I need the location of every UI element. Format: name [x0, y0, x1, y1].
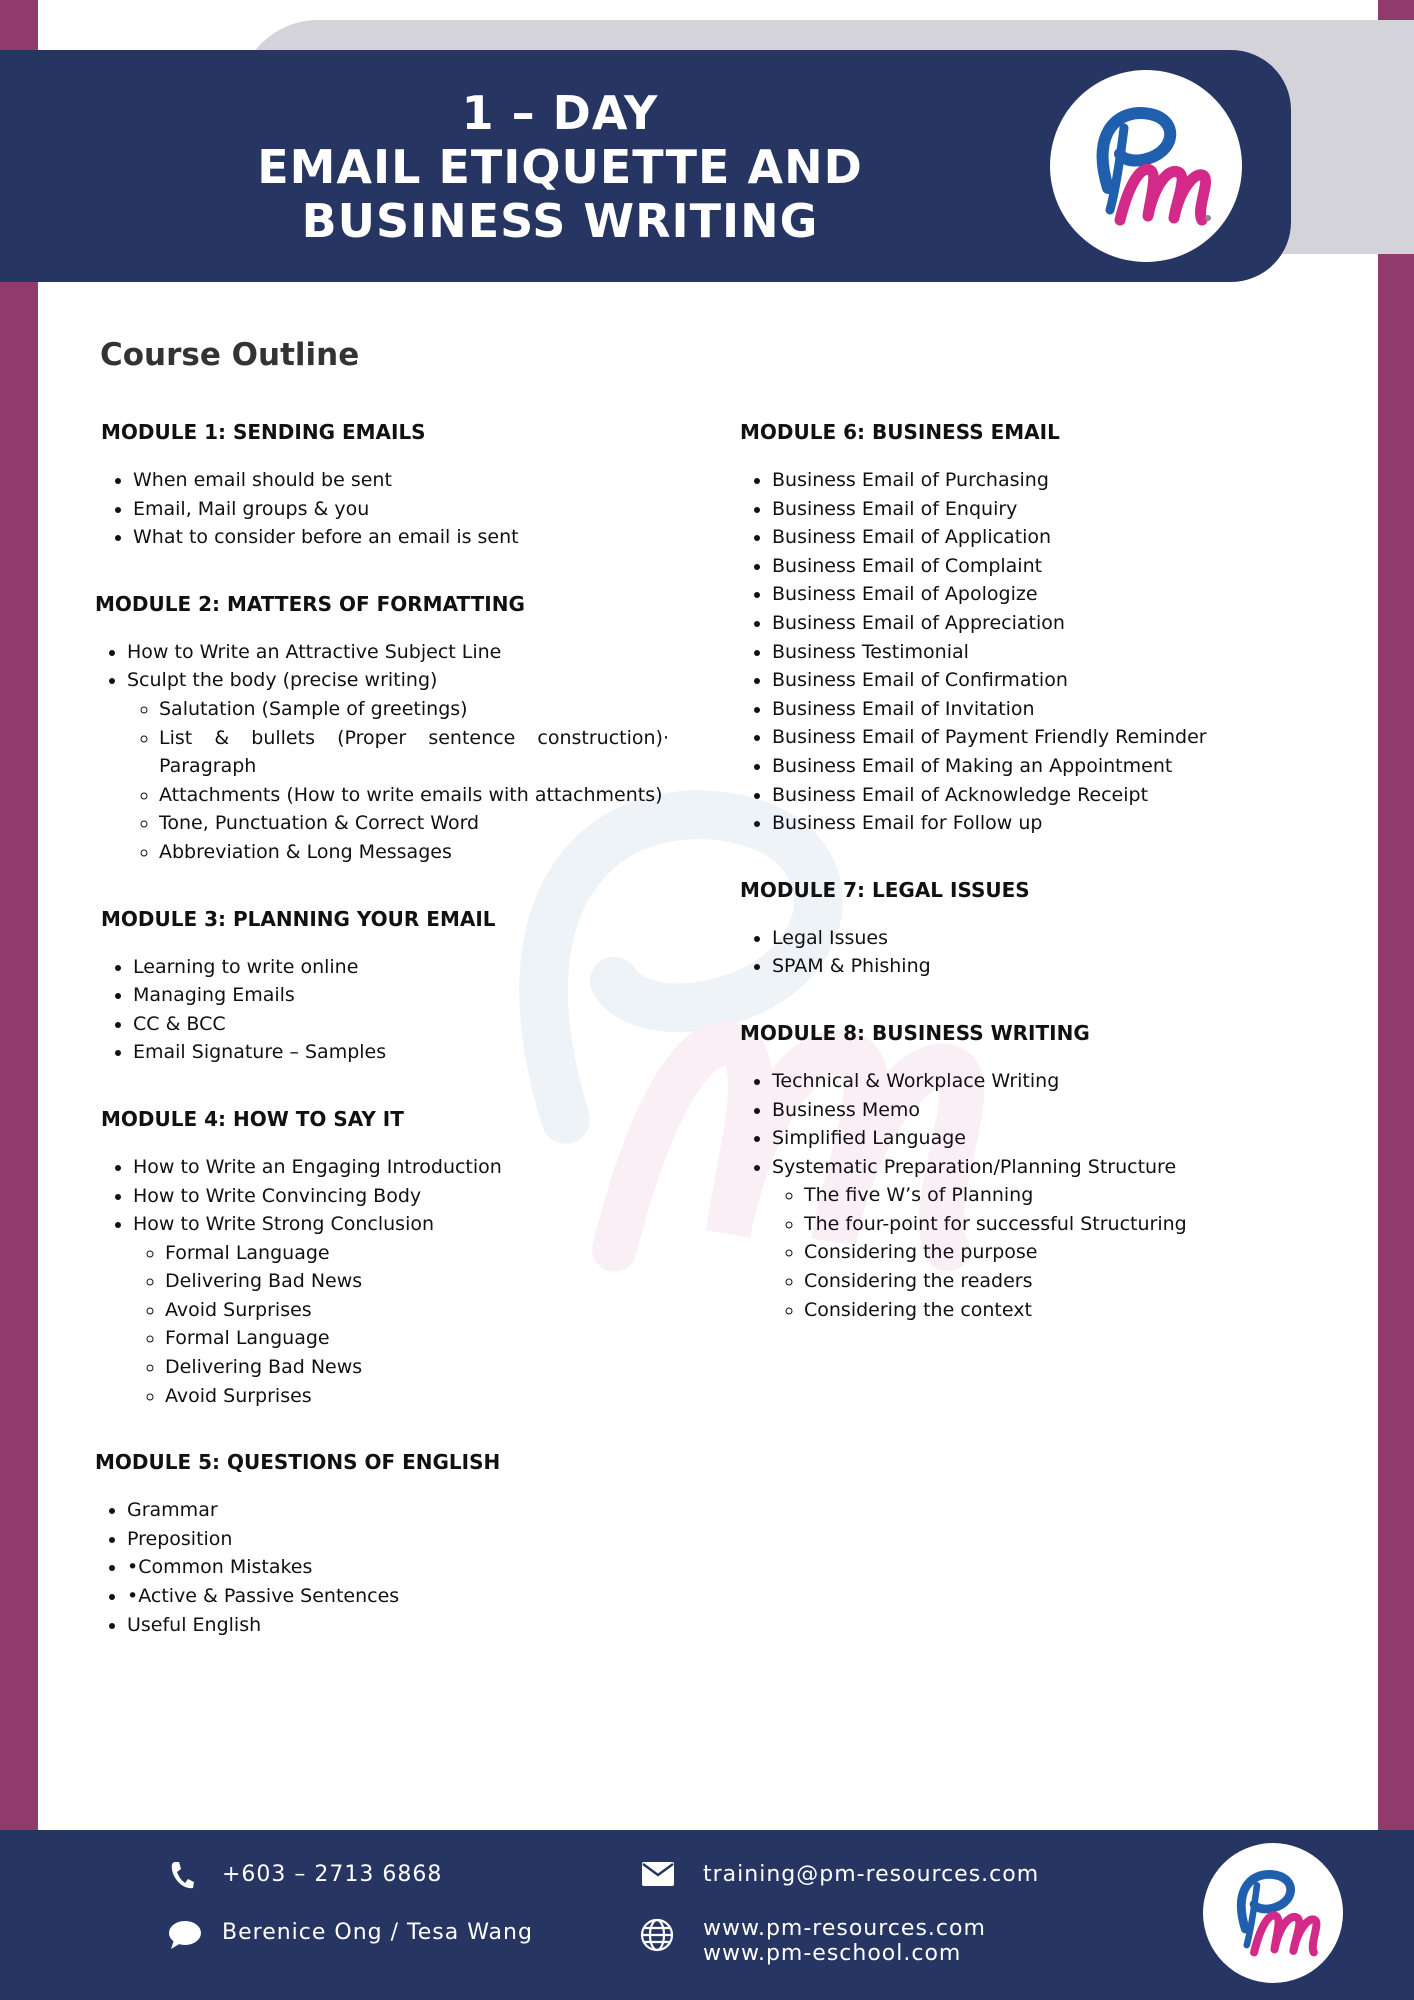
- list-item: • Learning to write online: [133, 953, 665, 982]
- list-item: • Business Email of Making an Appointment: [772, 752, 1340, 781]
- course-outline-heading: Course Outline: [100, 337, 360, 373]
- module-title: MODULE 4: HOW TO SAY IT: [101, 1106, 404, 1131]
- sub-list-item: ◦ Attachments (How to write emails with attachments): [159, 781, 669, 810]
- sub-list-item: ◦ The five W’s of Planning: [804, 1181, 1340, 1210]
- globe-icon: [640, 1918, 674, 1956]
- list-item: • How to Write an Engaging Introduction: [133, 1153, 665, 1182]
- right-border-band: [1378, 0, 1414, 2000]
- course-title: [200, 86, 920, 248]
- list-item: • Business Email of Apologize: [772, 580, 1340, 609]
- list-item: • Business Memo: [772, 1096, 1340, 1125]
- footer-phone[interactable]: +603 – 2713 6868: [222, 1862, 443, 1887]
- sub-list-item: ◦ The four-point for successful Structuring: [804, 1210, 1340, 1239]
- list-item: • Business Email of Purchasing: [772, 466, 1340, 495]
- footer: [0, 1830, 1414, 2000]
- module-6: [740, 418, 1340, 838]
- sub-list-item: ◦ Avoid Surprises: [165, 1296, 665, 1325]
- list-item: • Legal Issues: [772, 924, 1340, 953]
- phone-icon: [168, 1860, 194, 1894]
- footer-website-1[interactable]: www.pm-resources.com: [703, 1916, 986, 1941]
- module-8: [740, 1019, 1340, 1324]
- sub-list-item: ◦ Avoid Surprises: [165, 1382, 665, 1411]
- list-item: • Managing Emails: [133, 981, 665, 1010]
- sub-list-item: ◦ Delivering Bad News: [165, 1353, 665, 1382]
- sub-list-item: ◦ Abbreviation & Long Messages: [159, 838, 669, 867]
- list-item-text: How to Write Strong Conclusion: [133, 1213, 435, 1236]
- module-title: MODULE 8: BUSINESS WRITING: [740, 1020, 1090, 1045]
- list-item: [133, 1210, 665, 1410]
- list-item: • Email Signature – Samples: [133, 1038, 665, 1067]
- envelope-icon: [642, 1862, 674, 1890]
- list-item: • Business Email for Follow up: [772, 809, 1340, 838]
- list-item: • When email should be sent: [133, 466, 665, 495]
- list-item: • How to Write an Attractive Subject Line: [127, 638, 665, 667]
- footer-email[interactable]: training@pm-resources.com: [703, 1862, 1040, 1887]
- sub-list-item: ◦ Formal Language: [165, 1324, 665, 1353]
- list-item: • Business Email of Complaint: [772, 552, 1340, 581]
- list-item: • Business Testimonial: [772, 638, 1340, 667]
- list-item: • Business Email of Confirmation: [772, 666, 1340, 695]
- left-column: [95, 418, 669, 1653]
- module-title: MODULE 3: PLANNING YOUR EMAIL: [101, 906, 496, 931]
- list-item: • •Common Mistakes: [127, 1553, 665, 1582]
- list-item: • Simplified Language: [772, 1124, 1340, 1153]
- sub-list-item: ◦ Salutation (Sample of greetings): [159, 695, 669, 724]
- module-4: [95, 1105, 665, 1410]
- title-line-1: 1 – DAY: [461, 86, 659, 140]
- list-item: • Business Email of Invitation: [772, 695, 1340, 724]
- list-item: • Preposition: [127, 1525, 665, 1554]
- list-item-text: Sculpt the body (precise writing): [127, 669, 438, 692]
- list-item: • Technical & Workplace Writing: [772, 1067, 1340, 1096]
- module-5: [95, 1448, 665, 1639]
- module-title: MODULE 2: MATTERS OF FORMATTING: [95, 591, 525, 616]
- list-item: • •Active & Passive Sentences: [127, 1582, 665, 1611]
- list-item: [127, 666, 669, 866]
- list-item: • Business Email of Appreciation: [772, 609, 1340, 638]
- list-item: • What to consider before an email is sent: [133, 523, 665, 552]
- footer-contacts: Berenice Ong / Tesa Wang: [222, 1920, 533, 1945]
- list-item: • Business Email of Enquiry: [772, 495, 1340, 524]
- list-item: • Business Email of Payment Friendly Reminder: [772, 723, 1340, 752]
- sub-list-item: ◦ Tone, Punctuation & Correct Word: [159, 809, 669, 838]
- sub-list-item: ◦ Considering the purpose: [804, 1238, 1340, 1267]
- list-item-text: Systematic Preparation/Planning Structure: [772, 1155, 1177, 1178]
- module-2: [95, 590, 669, 867]
- sub-list-item: ◦ Considering the context: [804, 1296, 1340, 1325]
- module-7: [740, 876, 1340, 981]
- sub-list-item: ◦ Delivering Bad News: [165, 1267, 665, 1296]
- footer-website-2[interactable]: www.pm-eschool.com: [703, 1941, 962, 1966]
- list-item: • CC & BCC: [133, 1010, 665, 1039]
- module-1: [95, 418, 665, 552]
- sub-list-item: ◦ Considering the readers: [804, 1267, 1340, 1296]
- right-column: [740, 418, 1340, 1338]
- title-line-2: EMAIL ETIQUETTE AND: [257, 140, 863, 194]
- pm-footer-logo-icon: [1203, 1843, 1343, 1983]
- module-3: [95, 905, 665, 1067]
- module-title: MODULE 5: QUESTIONS OF ENGLISH: [95, 1450, 501, 1475]
- list-item: • SPAM & Phishing: [772, 952, 1340, 981]
- module-title: MODULE 7: LEGAL ISSUES: [740, 877, 1030, 902]
- list-item: [772, 1153, 1340, 1325]
- list-item: • Business Email of Acknowledge Receipt: [772, 781, 1340, 810]
- sub-list-item: ◦ Formal Language: [165, 1239, 665, 1268]
- list-item: • Email, Mail groups & you: [133, 495, 665, 524]
- sub-list-item: ◦ List & bullets (Proper sentence construction)· Paragraph: [159, 724, 669, 781]
- pm-logo-icon: [1050, 70, 1242, 262]
- left-border-band: [0, 0, 38, 2000]
- list-item: • Business Email of Application: [772, 523, 1340, 552]
- module-title: MODULE 6: BUSINESS EMAIL: [740, 420, 1060, 444]
- list-item: • How to Write Convincing Body: [133, 1182, 665, 1211]
- module-title: MODULE 1: SENDING EMAILS: [101, 420, 426, 444]
- chat-bubble-icon: [168, 1920, 202, 1954]
- list-item: • Grammar: [127, 1496, 665, 1525]
- title-line-3: BUSINESS WRITING: [301, 194, 819, 248]
- list-item: • Useful English: [127, 1611, 665, 1640]
